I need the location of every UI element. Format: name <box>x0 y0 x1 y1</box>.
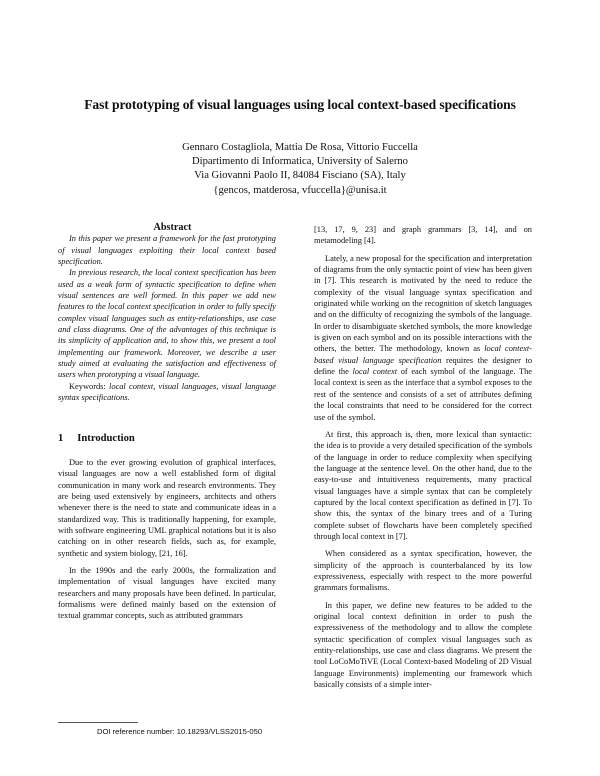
author-block <box>0 141 600 198</box>
right-paragraph-3: When considered as a syntax specification, however, the simplicity of the approach is counterbalanced by its low expressiveness, especially with respect to the more powerful grammars formalisms. <box>314 549 532 593</box>
left-column <box>58 222 276 622</box>
section-heading-introduction <box>58 433 276 444</box>
section-number: 1 <box>58 432 64 444</box>
keywords-text: local context, visual languages, visual language syntax specifications. <box>58 381 276 403</box>
footnote-rule <box>58 722 138 723</box>
abstract-heading: Abstract <box>153 222 192 233</box>
author-department: Dipartimento di Informatica, University of Salerno <box>192 156 408 168</box>
author-names: Gennaro Costagliola, Mattia De Rosa, Vittorio Fuccella <box>182 142 418 153</box>
right-column <box>314 224 532 690</box>
abstract-paragraph-2: In previous research, the local context specification has been used as a weak form of syntactic specification to define when visual sentences are well formed. In this paper we add new features to the local context specification in order to fully specify complex visual languages such as entity-relationships, use case and class diagrams. One of the advantages of this technique is its simplicity of application and, to show this, we present a tool implementing our framework. Moreover, we describe a user study aimed at evaluating the satisfaction and effectiveness of users when prototyping a visual language. <box>58 268 276 380</box>
right-paragraph-0: [13, 17, 9, 23] and graph grammars [3, 14], and on metamodeling [4]. <box>314 225 532 246</box>
paper-title: Fast prototyping of visual languages using local context-based specifications <box>84 97 516 112</box>
author-emails: {gencos, matderosa, vfuccella}@unisa.it <box>213 184 387 196</box>
right-paragraph-4: In this paper, we define new features to be added to the original local context definition in order to push the expressiveness of the methodology and to allow the complete syntactic specification of complex visual languages such as entity-relationships, use case and class diagrams. We present the tool LoCoMoTiVE (Local Context-based Modeling of 2D Visual language Environments) implementing our framework which basically consists of a simple inter- <box>314 600 532 690</box>
intro-paragraph-1: Due to the ever growing evolution of graphical interfaces, visual languages are now a well established form of digital communication in many work and research environments. They are being used extensively by engineers, architects and others whenever there is the need to state and communicate ideas in a standardized way. This is traditionally happening, for example, with software engineering UML graphical notations but it is also catching on in other research fields, such as, for example, synthetic and system biology, [21, 16]. <box>58 457 276 558</box>
intro-paragraph-2: In the 1990s and the early 2000s, the formalization and implementation of visual languages have excited many researchers and many proposals have been defined. In particular, formalisms were defined mainly based on the extension of textual grammar concepts, such as attributed grammars <box>58 565 276 621</box>
doi-footnote: DOI reference number: 10.18293/VLSS2015-050 <box>97 727 263 736</box>
author-address: Via Giovanni Paolo II, 84084 Fisciano (SA), Italy <box>194 170 406 182</box>
section-title: Introduction <box>77 432 135 444</box>
right-paragraph-2: At first, this approach is, then, more lexical than syntactic: the idea is to provide a very detailed specification of the symbols of the language in order to reduce complexity when specifying the language at the sentence level. On the other hand, due to the easy-to-use and intuitiveness requirements, many practical visual languages have a simple syntax that can be completely captured by the local context specification as defined in [7]. To show this, the syntax of the binary trees and of a Turing complete subset of flowcharts have been completely specified through local context in [7]. <box>314 429 532 541</box>
keywords-label: Keywords: <box>69 381 106 391</box>
abstract-paragraph-1: In this paper we present a framework for the fast prototyping of visual languages exploiting their local context based specification. <box>58 234 276 267</box>
right-paragraph-1: Lately, a new proposal for the specification and interpretation of diagrams from the only syntactic point of view has been given in [7]. This research is motivated by the need to reduce the complexity of the visual language syntax specification and originated while working on the recognition of sketch languages and on the difficulty of recognizing the symbols of the language. In order to disambiguate sketched symbols, the more knowledge is given on each symbol and on its possible interactions with the others, the better. The methodology, known as local context-based visual language specification requires the designer to define the local context of each symbol of the language. The local context is seen as the interface that a symbol exposes to the rest of the sentence and consists of a set of attributes defining the local constraints that need to be considered for the correct use of the symbol. <box>314 253 533 422</box>
keywords <box>58 381 276 404</box>
